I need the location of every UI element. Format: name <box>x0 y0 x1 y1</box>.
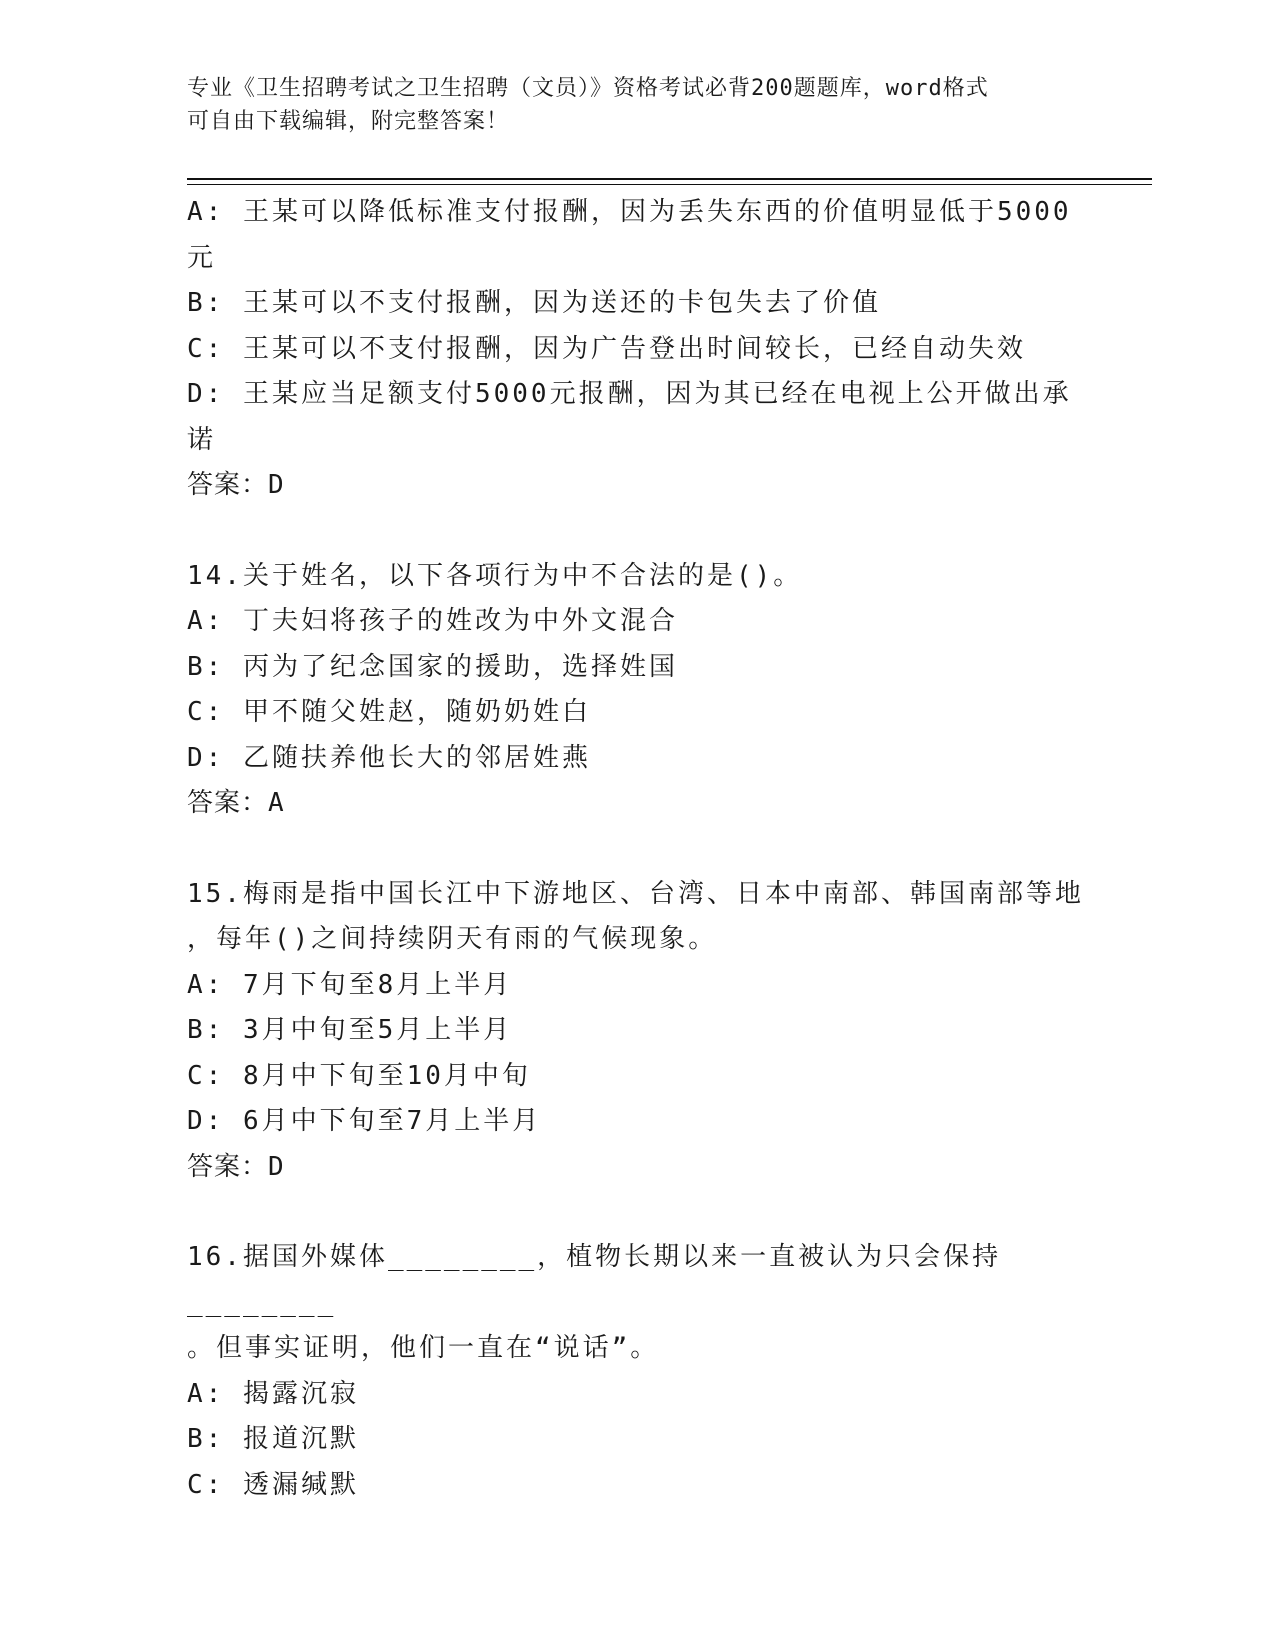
header-title-line2: 可自由下载编辑，附完整答案！ <box>187 109 510 134</box>
header-divider-thick <box>187 178 1152 180</box>
option-c: C: 8月中下旬至10月中旬 <box>187 1060 531 1091</box>
option-a: A: 7月下旬至8月上半月 <box>187 969 513 1000</box>
option-b: B: 报道沉默 <box>187 1424 359 1454</box>
question-text-continued: 。但事实证明，他们一直在“说话”。 <box>187 1333 660 1363</box>
question-text: 14.关于姓名，以下各项行为中不合法的是()。 <box>187 560 803 591</box>
question-spacer <box>187 827 1087 872</box>
option-a-continued: 元 <box>187 242 217 273</box>
answer-text: 答案：D <box>187 470 285 500</box>
question-text: 15.梅雨是指中国长江中下游地区、台湾、日本中南部、韩国南部等地 <box>187 878 1084 909</box>
question-13 <box>187 190 1087 509</box>
question-text-continued: ，每年()之间持续阴天有雨的气候现象。 <box>187 924 718 954</box>
answer-text: 答案：D <box>187 1151 285 1182</box>
answer-text: 答案：A <box>187 788 285 818</box>
option-b: B: 3月中旬至5月上半月 <box>187 1015 513 1045</box>
option-a: A: 揭露沉寂 <box>187 1378 359 1409</box>
option-d-continued: 诺 <box>187 424 217 455</box>
question-16 <box>187 1235 1087 1508</box>
option-d: D: 王某应当足额支付5000元报酬，因为其已经在电视上公开做出承 <box>187 379 1072 409</box>
header-divider-thin <box>187 184 1152 185</box>
question-spacer <box>187 1190 1087 1235</box>
option-c: C: 王某可以不支付报酬，因为广告登出时间较长，已经自动失效 <box>187 333 1026 364</box>
document-header <box>187 72 1087 138</box>
option-a: A: 丁夫妇将孩子的姓改为中外文混合 <box>187 606 678 636</box>
option-c: C: 甲不随父姓赵，随奶奶姓白 <box>187 697 591 727</box>
question-spacer <box>187 509 1087 554</box>
header-title-line1: 专业《卫生招聘考试之卫生招聘（文员）》资格考试必背200题题库，word格式 <box>187 76 989 101</box>
question-list <box>187 190 1087 1508</box>
option-b: B: 王某可以不支付报酬，因为送还的卡包失去了价值 <box>187 288 881 318</box>
option-b: B: 丙为了纪念国家的援助，选择姓国 <box>187 651 678 682</box>
question-14 <box>187 554 1087 827</box>
question-15 <box>187 872 1087 1191</box>
option-a: A: 王某可以降低标准支付报酬，因为丢失东西的价值明显低于5000 <box>187 197 1072 227</box>
question-text: 16.据国外媒体________，植物长期以来一直被认为只会保持________ <box>187 1242 1002 1318</box>
option-d: D: 6月中下旬至7月上半月 <box>187 1106 542 1136</box>
option-c: C: 透漏缄默 <box>187 1469 359 1500</box>
option-d: D: 乙随扶养他长大的邻居姓燕 <box>187 742 591 773</box>
